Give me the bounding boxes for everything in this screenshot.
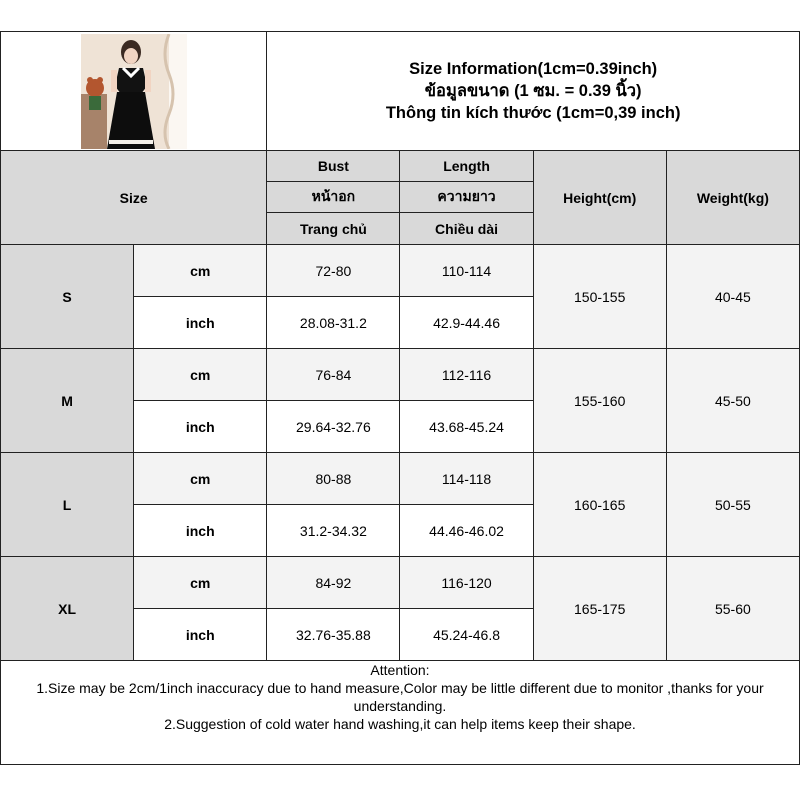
attention-row [1,661,800,765]
unit-cm: cm [134,453,267,505]
bust-inch: 28.08-31.2 [267,297,400,349]
height-value: 160-165 [533,453,666,557]
header-row [1,151,800,182]
bust-inch: 29.64-32.76 [267,401,400,453]
title-line-en: Size Information(1cm=0.39inch) [409,60,658,78]
bust-header-th: หน้าอก [267,182,400,213]
photo-cell [1,32,267,151]
unit-inch: inch [134,609,267,661]
unit-cm: cm [134,245,267,297]
height-header: Height(cm) [533,151,666,245]
table-row [1,557,800,609]
length-inch: 44.46-46.02 [400,505,533,557]
length-cm: 116-120 [400,557,533,609]
bust-cm: 84-92 [267,557,400,609]
length-inch: 42.9-44.46 [400,297,533,349]
length-inch: 43.68-45.24 [400,401,533,453]
table-row [1,245,800,297]
unit-inch: inch [134,401,267,453]
bust-header-vi: Trang chủ [267,213,400,245]
product-photo [81,34,187,149]
length-header-vi: Chiều dài [400,213,533,245]
title-block [267,32,800,151]
size-label: M [1,349,134,453]
title-line-th: ข้อมูลขนาด (1 ซม. = 0.39 นิ้ว) [424,82,642,100]
unit-cm: cm [134,349,267,401]
table-row [1,349,800,401]
title-line-vi: Thông tin kích thước (1cm=0,39 inch) [385,104,681,122]
bust-header-en: Bust [267,151,400,182]
size-header: Size [1,151,267,245]
unit-inch: inch [134,505,267,557]
length-header-th: ความยาว [400,182,533,213]
bust-inch: 31.2-34.32 [267,505,400,557]
size-label: XL [1,557,134,661]
weight-value: 40-45 [666,245,799,349]
bust-cm: 80-88 [267,453,400,505]
size-chart [0,31,800,765]
length-cm: 114-118 [400,453,533,505]
bust-cm: 72-80 [267,245,400,297]
attention-block [1,661,800,765]
attention-line-1: 1.Size may be 2cm/1inch inaccuracy due to hand measure,Color may be little different due to monitor ,thanks for your understanding. [36,680,764,714]
length-inch: 45.24-46.8 [400,609,533,661]
length-cm: 112-116 [400,349,533,401]
table-row [1,453,800,505]
attention-title: Attention: [370,662,430,678]
height-value: 155-160 [533,349,666,453]
attention-line-2: 2.Suggestion of cold water hand washing,it can help items keep their shape. [164,716,636,732]
length-header-en: Length [400,151,533,182]
weight-value: 55-60 [666,557,799,661]
unit-cm: cm [134,557,267,609]
height-value: 150-155 [533,245,666,349]
size-label: L [1,453,134,557]
bust-cm: 76-84 [267,349,400,401]
bust-inch: 32.76-35.88 [267,609,400,661]
size-label: S [1,245,134,349]
height-value: 165-175 [533,557,666,661]
unit-inch: inch [134,297,267,349]
weight-value: 45-50 [666,349,799,453]
weight-value: 50-55 [666,453,799,557]
length-cm: 110-114 [400,245,533,297]
title-row [1,32,800,151]
size-table [0,31,800,765]
weight-header: Weight(kg) [666,151,799,245]
